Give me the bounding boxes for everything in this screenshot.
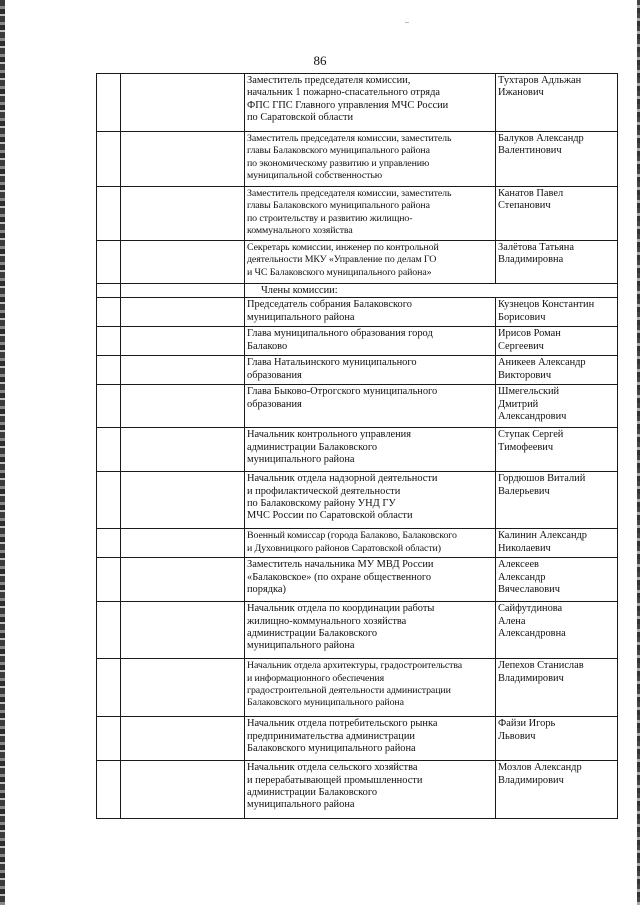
position-cell: Глава Натальинского муниципального образования [245,356,496,385]
empty-cell [97,529,121,558]
empty-cell [97,327,121,356]
name-cell: Шмегельский Дмитрий Александрович [496,385,618,428]
empty-cell [97,558,121,602]
empty-cell [97,356,121,385]
empty-cell [121,74,245,132]
position-cell: Заместитель председателя комиссии, начальник 1 пожарно-спасательного отряда ФПС ГПС Главного управления МЧС России по Саратовской области [245,74,496,132]
name-cell: Кузнецов Константин Борисович [496,298,618,327]
table-row [97,74,618,132]
empty-cell [121,298,245,327]
position-cell: Начальник контрольного управления администрации Балаковского муниципального района [245,428,496,472]
name-cell: Мозлов Александр Владимирович [496,761,618,819]
table-row [97,428,618,472]
empty-cell [121,558,245,602]
position-cell: Начальник отдела надзорной деятельности и профилактической деятельности по Балаковскому району УНД ГУ МЧС России по Саратовской области [245,472,496,529]
position-cell: Заместитель председателя комиссии, заместитель главы Балаковского муниципального района по экономическому развитию и управлению муниципальной собственностью [245,132,496,187]
table-row [97,761,618,819]
position-cell: Начальник отдела по координации работы жилищно-коммунального хозяйства администрации Балаковского муниципального района [245,602,496,659]
empty-cell [97,472,121,529]
position-cell: Заместитель начальника МУ МВД России «Балаковское» (по охране общественного порядка) [245,558,496,602]
empty-cell [97,761,121,819]
commission-table [96,73,618,819]
name-cell: Канатов Павел Степанович [496,187,618,241]
table-row [97,241,618,284]
position-cell: Начальник отдела потребительского рынка предпринимательства администрации Балаковского муниципального района [245,717,496,761]
empty-cell [121,659,245,717]
table-row [97,385,618,428]
table-row [97,187,618,241]
name-cell: Аникеев Александр Викторович [496,356,618,385]
position-cell: Начальник отдела сельского хозяйства и перерабатывающей промышленности администрации Балаковского муниципального района [245,761,496,819]
table-row [97,356,618,385]
empty-cell [97,298,121,327]
table-row [97,558,618,602]
empty-cell [121,132,245,187]
empty-cell [121,284,245,298]
empty-cell [121,602,245,659]
position-cell: Военный комиссар (города Балаково, Балаковского и Духовницкого районов Саратовской области) [245,529,496,558]
name-cell: Ирисов Роман Сергеевич [496,327,618,356]
position-cell: Глава Быково-Отрогского муниципального образования [245,385,496,428]
scan-speck [405,22,409,23]
page-number: 86 [313,53,327,68]
table-row [97,472,618,529]
name-cell: Тухтаров Адльжан Ижанович [496,74,618,132]
table-row [97,327,618,356]
position-cell: Начальник отдела архитектуры, градостроительства и информационного обеспечения градостроительной деятельности администрации Балаковского муниципального района [245,659,496,717]
empty-cell [121,428,245,472]
table-row [97,659,618,717]
name-cell: Ступак Сергей Тимофеевич [496,428,618,472]
position-cell: Председатель собрания Балаковского муниципального района [245,298,496,327]
table-row [97,602,618,659]
table-row [97,529,618,558]
empty-cell [121,187,245,241]
empty-cell [97,659,121,717]
empty-cell [97,187,121,241]
name-cell: Алексеев Александр Вячеславович [496,558,618,602]
name-cell: Калинин Александр Николаевич [496,529,618,558]
members-header-row [97,284,618,298]
table-row [97,132,618,187]
empty-cell [121,356,245,385]
name-cell: Сайфутдинова Алена Александровна [496,602,618,659]
table-row [97,298,618,327]
name-cell: Лепехов Станислав Владимирович [496,659,618,717]
empty-cell [97,74,121,132]
empty-cell [121,241,245,284]
empty-cell [121,761,245,819]
empty-cell [97,428,121,472]
empty-cell [97,385,121,428]
empty-cell [121,385,245,428]
name-cell: Файзи Игорь Львович [496,717,618,761]
name-cell: Залётова Татьяна Владимировна [496,241,618,284]
name-cell: Гордюшов Виталий Валерьевич [496,472,618,529]
empty-cell [97,602,121,659]
scan-edge-left [0,0,5,905]
empty-cell [97,132,121,187]
members-header: Члены комиссии: [245,284,618,298]
table-row [97,717,618,761]
name-cell: Балуков Александр Валентинович [496,132,618,187]
empty-cell [121,472,245,529]
empty-cell [121,529,245,558]
empty-cell [97,717,121,761]
empty-cell [121,717,245,761]
position-cell: Заместитель председателя комиссии, заместитель главы Балаковского муниципального района по строительству и развитию жилищно- коммунального хозяйства [245,187,496,241]
empty-cell [97,284,121,298]
position-cell: Глава муниципального образования город Балаково [245,327,496,356]
empty-cell [121,327,245,356]
position-cell: Секретарь комиссии, инженер по контрольной деятельности МКУ «Управление по делам ГО и ЧС Балаковского муниципального района» [245,241,496,284]
empty-cell [97,241,121,284]
